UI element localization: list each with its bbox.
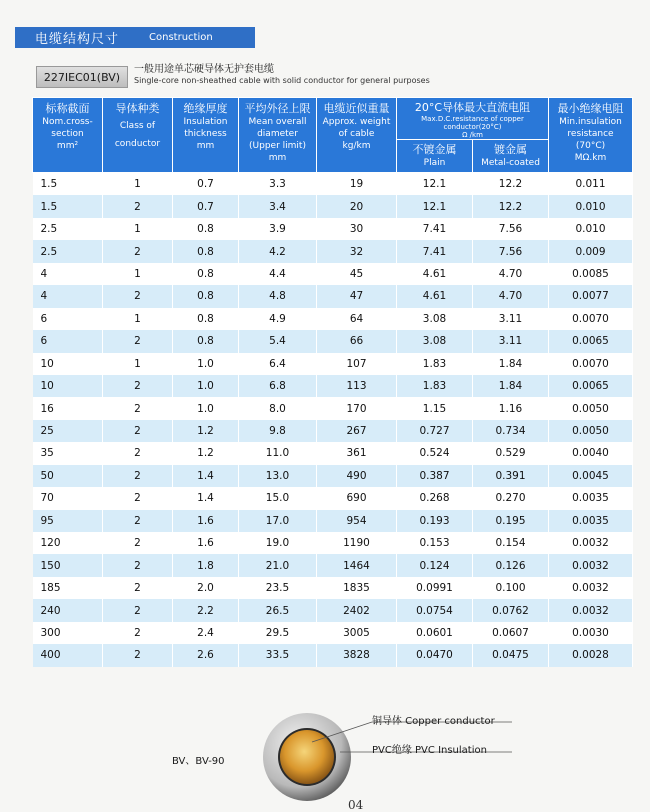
- table-row: [33, 554, 633, 576]
- table-cell: 0.0032: [549, 554, 633, 576]
- table-cell: 2: [103, 554, 173, 576]
- description-en: Single-core non-sheathed cable with solid conductor for general purposes: [134, 76, 430, 85]
- table-cell: 300: [33, 622, 103, 644]
- table-cell: 4.70: [473, 263, 549, 285]
- table-cell: 400: [33, 644, 103, 666]
- table-cell: 0.0035: [549, 487, 633, 509]
- pvc-label: PVC绝缘 PVC Insulation: [372, 745, 487, 756]
- table-cell: 0.0032: [549, 599, 633, 621]
- table-cell: 185: [33, 577, 103, 599]
- table-cell: 1.0: [173, 375, 239, 397]
- model-code: 227IEC01(BV): [36, 66, 128, 88]
- table-cell: 4.61: [397, 263, 473, 285]
- table-row: [33, 599, 633, 621]
- table-cell: 0.0070: [549, 308, 633, 330]
- table-row: [33, 442, 633, 464]
- table-cell: 2: [103, 487, 173, 509]
- table-cell: 0.529: [473, 442, 549, 464]
- table-cell: 3.9: [239, 218, 317, 240]
- table-row: [33, 263, 633, 285]
- table-cell: 0.8: [173, 240, 239, 262]
- table-cell: 45: [317, 263, 397, 285]
- table-cell: 3.08: [397, 330, 473, 352]
- table-cell: 150: [33, 554, 103, 576]
- table-cell: 21.0: [239, 554, 317, 576]
- table-cell: 2: [103, 622, 173, 644]
- table-cell: 0.387: [397, 465, 473, 487]
- table-cell: 16: [33, 397, 103, 419]
- table-cell: 30: [317, 218, 397, 240]
- table-cell: 0.011: [549, 173, 633, 196]
- table-row: [33, 330, 633, 352]
- table-row: [33, 487, 633, 509]
- table-cell: 2: [103, 240, 173, 262]
- table-row: [33, 577, 633, 599]
- table-cell: 0.0045: [549, 465, 633, 487]
- table-cell: 4: [33, 285, 103, 307]
- table-cell: 0.727: [397, 420, 473, 442]
- table-cell: 20: [317, 195, 397, 217]
- header-plain: 不镀金属 Plain: [397, 140, 473, 173]
- table-cell: 47: [317, 285, 397, 307]
- table-cell: 64: [317, 308, 397, 330]
- table-row: [33, 375, 633, 397]
- table-cell: 1.4: [173, 487, 239, 509]
- table-cell: 12.2: [473, 173, 549, 196]
- table-cell: 3005: [317, 622, 397, 644]
- table-cell: 0.009: [549, 240, 633, 262]
- table-row: [33, 353, 633, 375]
- description-cn: 一般用途单芯硬导体无护套电缆: [134, 64, 274, 75]
- table-cell: 0.0050: [549, 397, 633, 419]
- table-cell: 240: [33, 599, 103, 621]
- table-cell: 0.0035: [549, 510, 633, 532]
- table-cell: 690: [317, 487, 397, 509]
- table-row: [33, 285, 633, 307]
- table-cell: 2: [103, 330, 173, 352]
- table-cell: 1.0: [173, 397, 239, 419]
- table-cell: 4: [33, 263, 103, 285]
- table-cell: 35: [33, 442, 103, 464]
- table-cell: 26.5: [239, 599, 317, 621]
- table-row: [33, 644, 633, 666]
- table-cell: 50: [33, 465, 103, 487]
- table-cell: 2: [103, 285, 173, 307]
- table-cell: 3.11: [473, 330, 549, 352]
- header-min-insulation: 最小绝缘电阻 Min.insulation resistance (70°C) MΩ.km: [549, 98, 633, 173]
- table-cell: 0.0762: [473, 599, 549, 621]
- table-cell: 0.0077: [549, 285, 633, 307]
- table-cell: 11.0: [239, 442, 317, 464]
- table-cell: 0.8: [173, 330, 239, 352]
- table-cell: 2: [103, 644, 173, 666]
- table-cell: 2: [103, 577, 173, 599]
- table-cell: 10: [33, 375, 103, 397]
- table-row: [33, 532, 633, 554]
- table-cell: 95: [33, 510, 103, 532]
- table-cell: 4.70: [473, 285, 549, 307]
- table-cell: 2.5: [33, 240, 103, 262]
- table-cell: 0.0032: [549, 577, 633, 599]
- table-cell: 0.0065: [549, 375, 633, 397]
- header-coated: 镀金属 Metal-coated: [473, 140, 549, 173]
- table-cell: 2: [103, 599, 173, 621]
- table-cell: 7.41: [397, 240, 473, 262]
- header-resistance: 20°C导体最大直流电阻 Max.D.C.resistance of copper conductor(20°C) Ω /km: [397, 98, 549, 140]
- table-cell: 1.84: [473, 375, 549, 397]
- table-cell: 0.8: [173, 308, 239, 330]
- table-cell: 0.0754: [397, 599, 473, 621]
- header-diameter: 平均外径上限 Mean overall diameter (Upper limit) mm: [239, 98, 317, 173]
- table-cell: 1.16: [473, 397, 549, 419]
- table-cell: 3.08: [397, 308, 473, 330]
- table-cell: 0.0050: [549, 420, 633, 442]
- table-cell: 0.154: [473, 532, 549, 554]
- table-cell: 170: [317, 397, 397, 419]
- table-cell: 17.0: [239, 510, 317, 532]
- banner-title-cn: 电缆结构尺寸: [35, 32, 120, 47]
- table-row: [33, 397, 633, 419]
- table-cell: 1464: [317, 554, 397, 576]
- table-cell: 5.4: [239, 330, 317, 352]
- table-cell: 0.0601: [397, 622, 473, 644]
- table-cell: 0.0032: [549, 532, 633, 554]
- table-cell: 0.7: [173, 173, 239, 196]
- table-row: [33, 173, 633, 196]
- table-cell: 7.41: [397, 218, 473, 240]
- table-cell: 2: [103, 195, 173, 217]
- table-cell: 3.11: [473, 308, 549, 330]
- table-cell: 0.734: [473, 420, 549, 442]
- table-cell: 4.61: [397, 285, 473, 307]
- copper-label: 铜导体 Copper conductor: [372, 716, 495, 727]
- diagram-model-label: BV、BV-90: [172, 756, 225, 767]
- table-cell: 6.8: [239, 375, 317, 397]
- table-cell: 66: [317, 330, 397, 352]
- table-cell: 0.124: [397, 554, 473, 576]
- table-cell: 23.5: [239, 577, 317, 599]
- table-row: [33, 308, 633, 330]
- table-cell: 0.8: [173, 263, 239, 285]
- table-cell: 120: [33, 532, 103, 554]
- table-cell: 7.56: [473, 218, 549, 240]
- table-cell: 1: [103, 218, 173, 240]
- table-cell: 1.4: [173, 465, 239, 487]
- table-cell: 4.2: [239, 240, 317, 262]
- table-cell: 0.153: [397, 532, 473, 554]
- header-weight: 电缆近似重量 Approx. weight of cable kg/km: [317, 98, 397, 173]
- table-cell: 12.2: [473, 195, 549, 217]
- table-cell: 1.83: [397, 375, 473, 397]
- table-cell: 1.2: [173, 442, 239, 464]
- table-cell: 2: [103, 465, 173, 487]
- table-cell: 4.9: [239, 308, 317, 330]
- table-cell: 10: [33, 353, 103, 375]
- table-cell: 0.8: [173, 285, 239, 307]
- table-cell: 2: [103, 510, 173, 532]
- table-cell: 32: [317, 240, 397, 262]
- table-cell: 0.195: [473, 510, 549, 532]
- table-cell: 0.010: [549, 218, 633, 240]
- section-banner: [15, 27, 255, 48]
- table-cell: 8.0: [239, 397, 317, 419]
- table-cell: 33.5: [239, 644, 317, 666]
- table-cell: 0.100: [473, 577, 549, 599]
- table-cell: 107: [317, 353, 397, 375]
- table-cell: 1.5: [33, 195, 103, 217]
- table-cell: 2.2: [173, 599, 239, 621]
- table-cell: 1.5: [33, 173, 103, 196]
- table-cell: 3.3: [239, 173, 317, 196]
- table-cell: 1.15: [397, 397, 473, 419]
- table-cell: 1.84: [473, 353, 549, 375]
- table-cell: 0.0470: [397, 644, 473, 666]
- table-cell: 490: [317, 465, 397, 487]
- table-cell: 113: [317, 375, 397, 397]
- table-cell: 6.4: [239, 353, 317, 375]
- table-cell: 1.6: [173, 510, 239, 532]
- table-cell: 0.270: [473, 487, 549, 509]
- table-cell: 2: [103, 532, 173, 554]
- construction-table: [32, 97, 633, 667]
- table-cell: 1.6: [173, 532, 239, 554]
- table-cell: 4.4: [239, 263, 317, 285]
- table-cell: 2.5: [33, 218, 103, 240]
- table-cell: 13.0: [239, 465, 317, 487]
- table-cell: 0.0070: [549, 353, 633, 375]
- table-row: [33, 218, 633, 240]
- table-cell: 12.1: [397, 195, 473, 217]
- table-cell: 0.010: [549, 195, 633, 217]
- table-cell: 9.8: [239, 420, 317, 442]
- table-cell: 29.5: [239, 622, 317, 644]
- table-cell: 2.4: [173, 622, 239, 644]
- table-cell: 2: [103, 397, 173, 419]
- table-row: [33, 622, 633, 644]
- table-cell: 954: [317, 510, 397, 532]
- cable-description: [134, 64, 430, 86]
- table-row: [33, 195, 633, 217]
- table-cell: 19: [317, 173, 397, 196]
- table-cell: 15.0: [239, 487, 317, 509]
- table-cell: 1190: [317, 532, 397, 554]
- table-row: [33, 240, 633, 262]
- table-cell: 0.0607: [473, 622, 549, 644]
- table-cell: 1: [103, 263, 173, 285]
- table-cell: 2.6: [173, 644, 239, 666]
- table-cell: 70: [33, 487, 103, 509]
- table-cell: 2.0: [173, 577, 239, 599]
- table-cell: 3828: [317, 644, 397, 666]
- header-class: 导体种类 Class of conductor: [103, 98, 173, 173]
- table-cell: 1.83: [397, 353, 473, 375]
- table-cell: 6: [33, 330, 103, 352]
- table-row: [33, 465, 633, 487]
- table-cell: 0.0085: [549, 263, 633, 285]
- table-cell: 0.391: [473, 465, 549, 487]
- header-insulation: 绝缘厚度 Insulation thickness mm: [173, 98, 239, 173]
- table-cell: 0.126: [473, 554, 549, 576]
- table-cell: 7.56: [473, 240, 549, 262]
- table-cell: 0.0991: [397, 577, 473, 599]
- table-cell: 2: [103, 420, 173, 442]
- table-cell: 1.0: [173, 353, 239, 375]
- table-cell: 2: [103, 442, 173, 464]
- table-cell: 3.4: [239, 195, 317, 217]
- table-cell: 267: [317, 420, 397, 442]
- table-cell: 6: [33, 308, 103, 330]
- table-cell: 12.1: [397, 173, 473, 196]
- header-area: 标称截面 Nom.cross- section mm²: [33, 98, 103, 173]
- table-cell: 0.268: [397, 487, 473, 509]
- table-cell: 1: [103, 353, 173, 375]
- banner-title-en: Construction: [149, 32, 213, 43]
- table-cell: 0.8: [173, 218, 239, 240]
- table-cell: 1: [103, 173, 173, 196]
- table-row: [33, 510, 633, 532]
- page-number: 04: [348, 798, 364, 812]
- table-cell: 0.0065: [549, 330, 633, 352]
- table-cell: 2402: [317, 599, 397, 621]
- table-cell: 0.0040: [549, 442, 633, 464]
- table-cell: 0.0028: [549, 644, 633, 666]
- table-cell: 0.0475: [473, 644, 549, 666]
- table-cell: 0.524: [397, 442, 473, 464]
- table-cell: 1: [103, 308, 173, 330]
- table-row: [33, 420, 633, 442]
- table-cell: 0.0030: [549, 622, 633, 644]
- table-cell: 0.193: [397, 510, 473, 532]
- table-cell: 361: [317, 442, 397, 464]
- table-cell: 2: [103, 375, 173, 397]
- table-cell: 4.8: [239, 285, 317, 307]
- table-cell: 0.7: [173, 195, 239, 217]
- table-cell: 1.8: [173, 554, 239, 576]
- table-cell: 25: [33, 420, 103, 442]
- table-cell: 1835: [317, 577, 397, 599]
- table-cell: 19.0: [239, 532, 317, 554]
- table-cell: 1.2: [173, 420, 239, 442]
